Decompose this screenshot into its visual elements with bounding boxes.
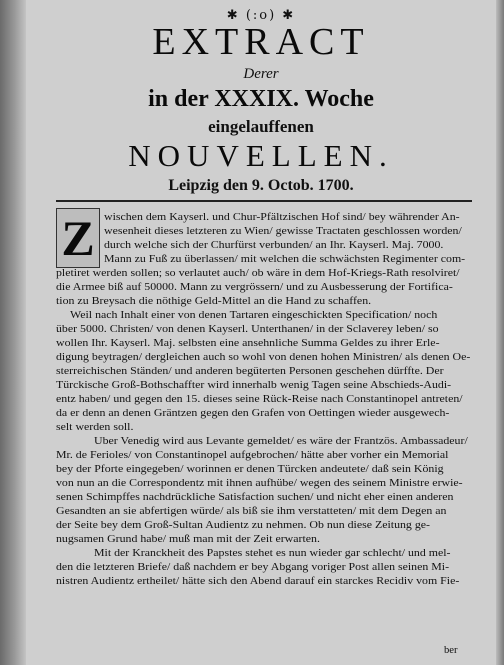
text-line: da er denn an denen Gräntzen gegen den Grafen von Oettingen wieder ausgewech- bbox=[56, 408, 450, 419]
subtitle-derer: Derer bbox=[243, 66, 279, 82]
subtitle-nouvellen: NOUVELLEN. bbox=[128, 138, 394, 173]
text-line: wesenheit dieses letzteren zu Wien/ gewisse Tractaten geschlossen worden/ bbox=[104, 226, 462, 237]
text-line: nugsamen Grund habe/ muß man mit der Zeit erwarten. bbox=[56, 534, 320, 545]
date-line: Leipzig den 9. Octob. 1700. bbox=[168, 177, 354, 194]
text-line: Mit der Kranckheit des Papstes stehet es nun wieder gar schlecht/ und mel- bbox=[94, 548, 451, 559]
text-line: Weil nach Inhalt einer von denen Tartaren eingeschickten Specification/ noch bbox=[70, 310, 438, 321]
drop-cap: Z bbox=[56, 208, 100, 268]
text-line: selt werden soll. bbox=[56, 422, 134, 433]
text-line: Uber Venedig wird aus Levante gemeldet/ es wäre der Frantzös. Ambassadeur/ bbox=[94, 436, 468, 447]
text-line: bey der Pforte eingegeben/ worinnen er denen Türcken andeutete/ daß sein König bbox=[56, 464, 444, 475]
page-edge bbox=[496, 0, 504, 665]
text-line: über 5000. Christen/ von denen Kayserl. Unterthanen/ in der Sclaverey leben/ so bbox=[56, 324, 439, 335]
text-line: tion zu Breysach die nöthige Geld-Mittel an die Hand zu schaffen. bbox=[56, 296, 372, 307]
text-line: pletiret werden sollen; so verlautet auch/ ob wäre in dem Hof-Kriegs-Rath resolviret/ bbox=[56, 268, 460, 279]
text-line: Mr. de Ferioles/ von Constantinopel aufgebrochen/ hätte aber vorher ein Memorial bbox=[56, 450, 449, 461]
subtitle-eingelauffenen: eingelauffenen bbox=[208, 117, 314, 136]
text-line: wischen dem Kayserl. und Chur-Pfältzischen Hof sind/ bey währender An- bbox=[104, 212, 460, 223]
text-line: wollen Ihr. Kayserl. Maj. selbsten eine ansehnliche Summa Geldes zu ihrer Erle- bbox=[56, 338, 440, 349]
binding-shadow bbox=[0, 0, 26, 665]
text-line: nistren Audientz ertheilet/ hätte sich den Abend darauf ein starckes Recidiv vom Fie- bbox=[56, 576, 460, 587]
catchword: ber bbox=[444, 645, 458, 656]
text-line: entz haben/ und gegen den 15. dieses seine Rück-Reise nach Constantinopel antreten/ bbox=[56, 394, 463, 405]
header-rule bbox=[56, 200, 472, 202]
sheet bbox=[26, 0, 496, 665]
text-line: die Armee biß auf 50000. Mann zu vergrössern/ und zu Ausbesserung der Fortifica- bbox=[56, 282, 453, 293]
text-line: senen Schimpffes nachdrückliche Satisfaction suchen/ und nicht eher einen anderen bbox=[56, 492, 454, 503]
text-line: den die letzteren Briefe/ daß nachdem er bey Abgang voriger Post allen seinen Mi- bbox=[56, 562, 450, 573]
text-line: Mann zu Fuß zu überlassen/ mit welchen die schwächsten Regimenter com- bbox=[104, 254, 466, 265]
page-title: EXTRACT bbox=[152, 21, 370, 63]
subtitle-woche: in der XXXIX. Woche bbox=[148, 86, 374, 112]
text-line: sterreichischen Ständen/ und anderen begüterten Personen geschehen dürffte. Der bbox=[56, 366, 444, 377]
text-line: durch welche sich der Churfürst verbunden/ an Ihr. Kayserl. Maj. 7000. bbox=[104, 240, 444, 251]
text-line: der Seite bey dem Groß-Sultan Audientz zu nehmen. Ob nun diese Zeitung ge- bbox=[56, 520, 430, 531]
header-ornament: ✱ (:o) ✱ bbox=[226, 8, 296, 23]
text-line: digung beytragen/ dergleichen auch so wohl von denen hohen Ministren/ als denen Oe- bbox=[56, 352, 471, 363]
text-line: von nun an die Correspondentz mit ihnen aufhübe/ wegen des seinem Ministre erwie- bbox=[56, 478, 463, 489]
text-line: Gesandten an sie abfertigen würde/ als biß sie ihm verstatteten/ mit dem Degen an bbox=[56, 506, 447, 517]
text-line: Türckische Groß-Bothschaffter wird innerhalb wenig Tagen seine Abschieds-Audi- bbox=[56, 380, 452, 391]
